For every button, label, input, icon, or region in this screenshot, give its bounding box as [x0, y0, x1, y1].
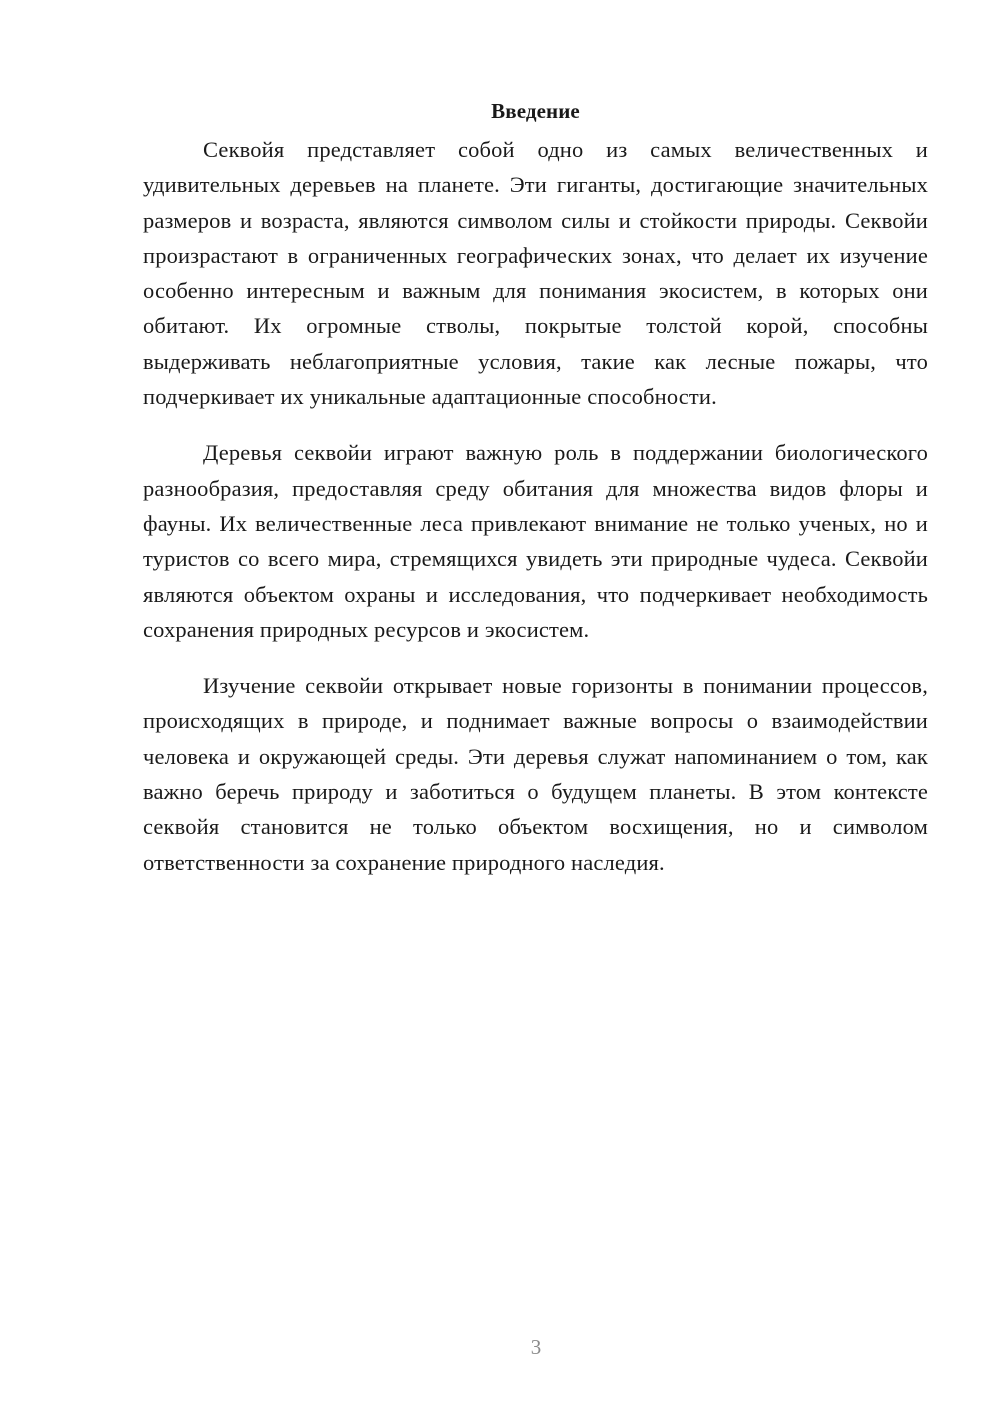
paragraph-2: Деревья секвойи играют важную роль в поддержании биологического разнообразия, предоставляя среду обитания для множества видов флоры и фауны. Их величественные леса привлекают внимание не только ученых, но и туристов со всего мира, стремящихся увидеть эти природные чудеса. Секвойи являются объектом охраны и исследования, что подчеркивает необходимость сохранения природных ресурсов и экосистем. [143, 440, 928, 642]
section-title: Введение [491, 99, 580, 123]
paragraph-1: Секвойя представляет собой одно из самых величественных и удивительных деревьев на планете. Эти гиганты, достигающие значительных размеров и возраста, являются символом силы и стойкости природы. Секвойи произрастают в ограниченных географических зонах, что делает их изучение особенно интересным и важным для понимания экосистем, в которых они обитают. Их огромные стволы, покрытые толстой корой, способны выдерживать неблагоприятные условия, такие как лесные пожары, что подчеркивает их уникальные адаптационные способности. [143, 137, 928, 410]
page-content [143, 96, 928, 901]
paragraph-3: Изучение секвойи открывает новые горизонты в понимании процессов, происходящих в природе, и поднимает важные вопросы о взаимодействии человека и окружающей среды. Эти деревья служат напоминанием о том, как важно беречь природу и заботиться о будущем планеты. В этом контексте секвойя становится не только объектом восхищения, но и символом ответственности за сохранение природного наследия. [143, 673, 928, 875]
page-number: 3 [530, 1335, 542, 1359]
